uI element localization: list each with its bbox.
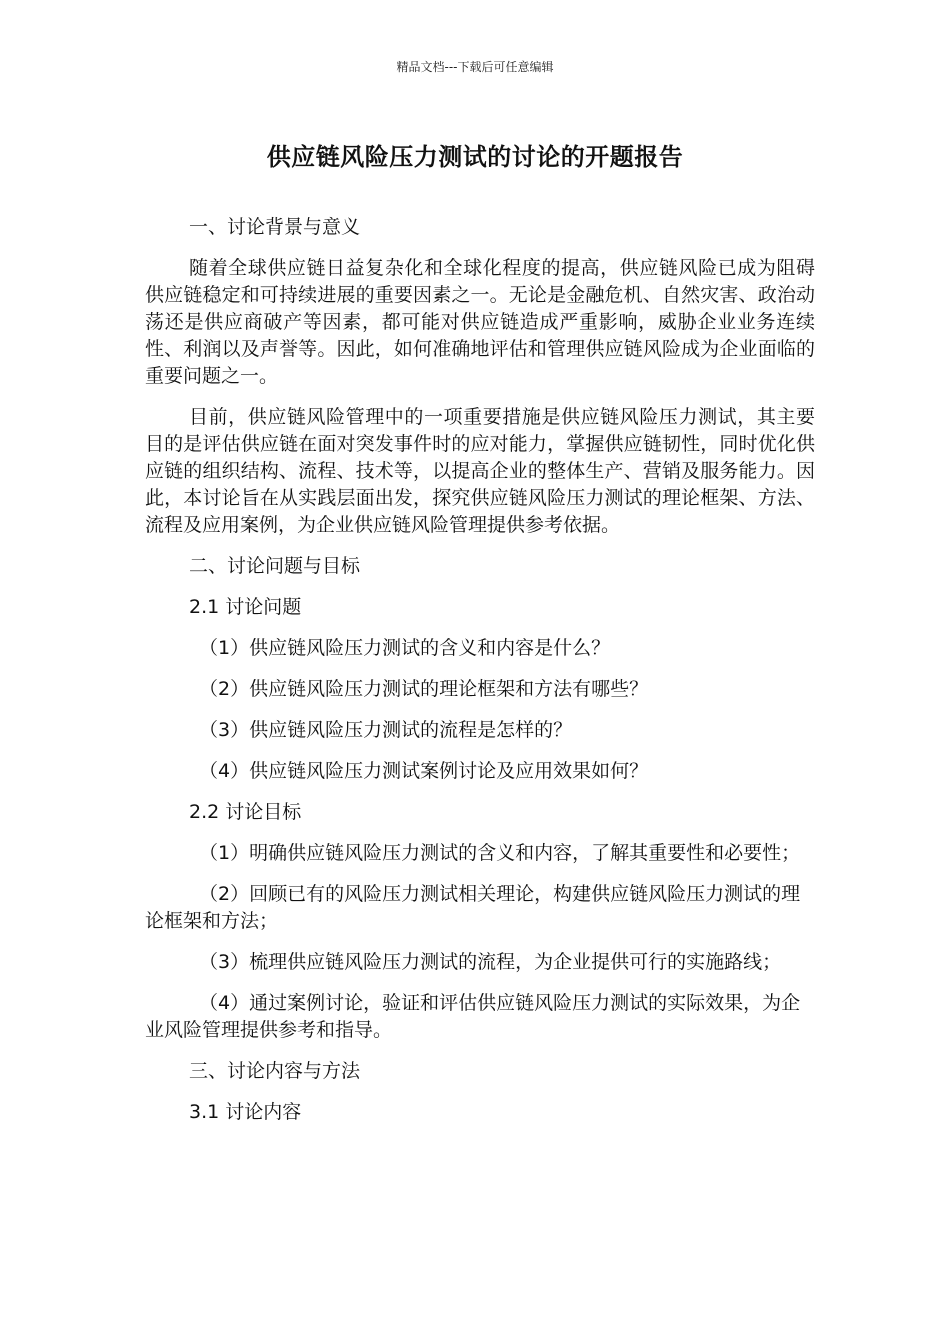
subsection-2-2-heading: 2.2 讨论目标	[189, 801, 302, 823]
subsection-3-1-heading: 3.1 讨论内容	[189, 1101, 302, 1123]
section-2-heading: 二、讨论问题与目标	[189, 555, 361, 577]
question-item: （4）供应链风险压力测试案例讨论及应用效果如何？	[199, 760, 649, 782]
document-body	[145, 214, 815, 1140]
document-title: 供应链风险压力测试的讨论的开题报告	[266, 143, 684, 171]
section-1-heading: 一、讨论背景与意义	[189, 216, 361, 238]
page-header: 精品文档---下载后可任意编辑	[396, 60, 554, 74]
target-item: （2）回顾已有的风险压力测试相关理论，构建供应链风险压力测试的理论框架和方法；	[145, 883, 801, 932]
target-item: （3）梳理供应链风险压力测试的流程，为企业提供可行的实施路线；	[199, 951, 782, 973]
target-item: （1）明确供应链风险压力测试的含义和内容，了解其重要性和必要性；	[199, 842, 801, 864]
question-item: （3）供应链风险压力测试的流程是怎样的？	[199, 719, 573, 741]
question-item: （2）供应链风险压力测试的理论框架和方法有哪些？	[199, 678, 649, 700]
subsection-2-1-heading: 2.1 讨论问题	[189, 596, 302, 618]
paragraph-background: 随着全球供应链日益复杂化和全球化程度的提高，供应链风险已成为阻碍供应链稳定和可持续进展的重要因素之一。无论是金融危机、自然灾害、政治动荡还是供应商破产等因素，都可能对供应链造成严重影响，威胁企业业务连续性、利润以及声誉等。因此，如何准确地评估和管理供应链风险成为企业面临的重要问题之一。	[145, 257, 815, 387]
target-item: （4）通过案例讨论，验证和评估供应链风险压力测试的实际效果，为企业风险管理提供参考和指导。	[145, 992, 801, 1041]
paragraph-purpose: 目前，供应链风险管理中的一项重要措施是供应链风险压力测试，其主要目的是评估供应链在面对突发事件时的应对能力，掌握供应链韧性，同时优化供应链的组织结构、流程、技术等，以提高企业的整体生产、营销及服务能力。因此，本讨论旨在从实践层面出发，探究供应链风险压力测试的理论框架、方法、流程及应用案例，为企业供应链风险管理提供参考依据。	[145, 406, 815, 536]
question-item: （1）供应链风险压力测试的含义和内容是什么？	[199, 637, 611, 659]
section-3-heading: 三、讨论内容与方法	[189, 1060, 361, 1082]
